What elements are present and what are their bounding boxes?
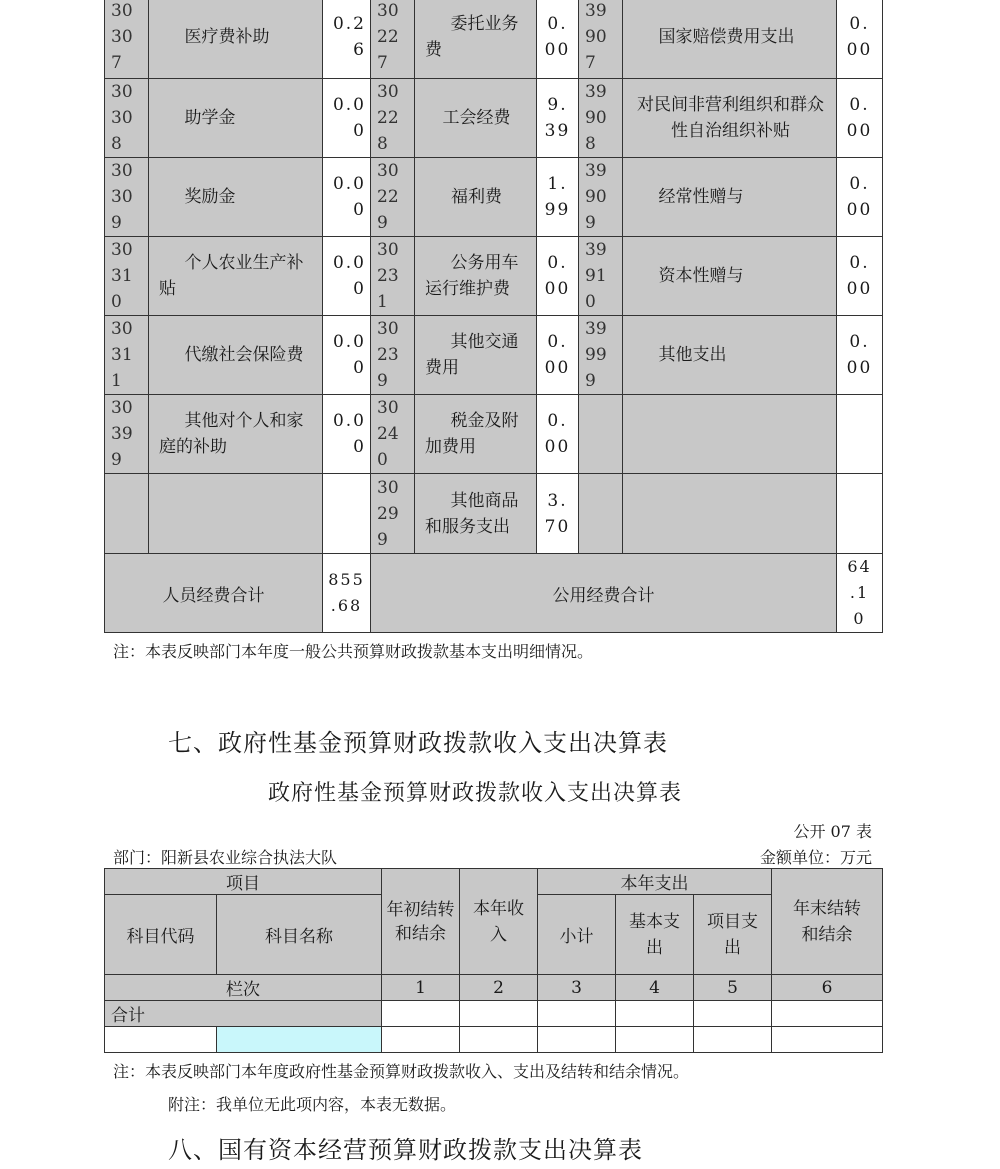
expense-code-personal: 30 39 9 — [105, 395, 149, 474]
expense-name-public: 其他商品和服务支出 — [415, 474, 537, 554]
expense-amount-public: 0. 00 — [537, 237, 579, 316]
header-income: 本年收 入 — [460, 869, 538, 975]
expense-code-public: 30 24 0 — [371, 395, 415, 474]
section8-heading: 八、国有资本经营预算财政拨款支出决算表 — [168, 1136, 643, 1164]
expense-name-other — [623, 395, 837, 474]
expense-name-public: 福利费 — [415, 158, 537, 237]
expense-row — [105, 79, 883, 158]
col-num-1: 1 — [382, 975, 460, 1001]
expense-name-public: 工会经费 — [415, 79, 537, 158]
table-number: 公开 07 表 — [793, 822, 872, 841]
unit-label: 金额单位：万元 — [759, 848, 872, 867]
total-row-label: 合计 — [105, 1001, 382, 1027]
section7-heading: 七、政府性基金预算财政拨款收入支出决算表 — [168, 729, 668, 757]
expense-name-other: 经常性赠与 — [623, 158, 837, 237]
header-closing-balance: 年末结转 和结余 — [772, 869, 883, 975]
expense-amount-public: 3. 70 — [537, 474, 579, 554]
header-subtotal: 小计 — [538, 895, 616, 975]
col-num-6: 6 — [772, 975, 883, 1001]
expense-row — [105, 395, 883, 474]
expense-amount-personal: 0.0 0 — [323, 237, 371, 316]
expense-amount-public: 1. 99 — [537, 158, 579, 237]
expense-amount-other: 0. 00 — [837, 237, 883, 316]
expense-name-personal: 奖励金 — [149, 158, 323, 237]
expense-amount-personal: 0.0 0 — [323, 395, 371, 474]
header-expense: 本年支出 — [538, 869, 772, 895]
total-cell — [382, 1001, 460, 1027]
header-name: 科目名称 — [217, 895, 382, 975]
personnel-total-value: 855 .68 — [323, 554, 371, 633]
empty-cell — [616, 1027, 694, 1053]
fund-table-note: 注：本表反映部门本年度政府性基金预算财政拨款收入、支出及结转和结余情况。 — [113, 1062, 690, 1081]
total-cell — [616, 1001, 694, 1027]
department-label: 部门：阳新县农业综合执法大队 — [113, 848, 338, 867]
expense-code-other — [579, 474, 623, 554]
empty-code-cell — [105, 1027, 217, 1053]
expense-amount-other: 0. 00 — [837, 158, 883, 237]
expense-row — [105, 474, 883, 554]
expense-code-personal: 30 30 9 — [105, 158, 149, 237]
expense-amount-other: 0. 00 — [837, 316, 883, 395]
expense-name-other: 国家赔偿费用支出 — [623, 0, 837, 79]
expense-code-other: 39 90 7 — [579, 0, 623, 79]
expense-code-public: 30 22 9 — [371, 158, 415, 237]
header-project: 项目 — [105, 869, 382, 895]
expense-code-other: 39 90 8 — [579, 79, 623, 158]
expense-amount-public: 0. 00 — [537, 0, 579, 79]
public-total-value: 64 .1 0 — [837, 554, 883, 633]
expense-name-public: 其他交通费用 — [415, 316, 537, 395]
expense-amount-public: 0. 00 — [537, 316, 579, 395]
expense-code-other: 39 99 9 — [579, 316, 623, 395]
col-num-2: 2 — [460, 975, 538, 1001]
expense-amount-personal: 0.0 0 — [323, 316, 371, 395]
expense-code-personal: 30 30 8 — [105, 79, 149, 158]
expense-code-other: 39 90 9 — [579, 158, 623, 237]
expense-row — [105, 237, 883, 316]
header-code: 科目代码 — [105, 895, 217, 975]
total-cell — [538, 1001, 616, 1027]
empty-cell — [772, 1027, 883, 1053]
expense-name-public: 委托业务 费 — [415, 0, 537, 79]
expense-name-other: 对民间非营利组织和群众性自治组织补贴 — [623, 79, 837, 158]
expense-name-other: 资本性赠与 — [623, 237, 837, 316]
expense-amount-other: 0. 00 — [837, 79, 883, 158]
expense-code-other: 39 91 0 — [579, 237, 623, 316]
column-label: 栏次 — [105, 975, 382, 1001]
expense-name-other — [623, 474, 837, 554]
expense-amount-personal: 0.0 0 — [323, 79, 371, 158]
expense-row — [105, 0, 883, 79]
expense-amount-other — [837, 474, 883, 554]
empty-cell — [538, 1027, 616, 1053]
expense-name-personal: 其他对个人和家庭的补助 — [149, 395, 323, 474]
empty-cell — [460, 1027, 538, 1053]
empty-cell — [382, 1027, 460, 1053]
empty-cell — [694, 1027, 772, 1053]
empty-name-cell — [217, 1027, 382, 1053]
expense-code-public: 30 22 8 — [371, 79, 415, 158]
header-opening-balance: 年初结转 和结余 — [382, 869, 460, 975]
fund-budget-table — [104, 868, 883, 1053]
col-num-3: 3 — [538, 975, 616, 1001]
totals-row — [105, 554, 883, 633]
expense-detail-body — [105, 0, 883, 633]
expense-code-personal: 30 31 1 — [105, 316, 149, 395]
expense-name-personal: 代缴社会保险费 — [149, 316, 323, 395]
expense-amount-personal: 0.2 6 — [323, 0, 371, 79]
expense-name-other: 其他支出 — [623, 316, 837, 395]
expense-name-personal: 医疗费补助 — [149, 0, 323, 79]
expense-name-personal: 个人农业生产补贴 — [149, 237, 323, 316]
total-cell — [772, 1001, 883, 1027]
expense-amount-public: 9. 39 — [537, 79, 579, 158]
expense-name-public: 公务用车运行维护费 — [415, 237, 537, 316]
expense-code-public: 30 23 9 — [371, 316, 415, 395]
expense-code-public: 30 23 1 — [371, 237, 415, 316]
expense-code-personal: 30 30 7 — [105, 0, 149, 79]
expense-code-public: 30 29 9 — [371, 474, 415, 554]
expense-amount-public: 0. 00 — [537, 395, 579, 474]
header-project-expense: 项目支 出 — [694, 895, 772, 975]
col-num-5: 5 — [694, 975, 772, 1001]
expense-amount-other — [837, 395, 883, 474]
expense-row — [105, 316, 883, 395]
expense-code-personal: 30 31 0 — [105, 237, 149, 316]
expense-name-public: 税金及附加费用 — [415, 395, 537, 474]
expense-amount-personal: 0.0 0 — [323, 158, 371, 237]
expense-code-personal — [105, 474, 149, 554]
section7-table-title: 政府性基金预算财政拨款收入支出决算表 — [268, 781, 683, 806]
header-basic-expense: 基本支 出 — [616, 895, 694, 975]
total-cell — [460, 1001, 538, 1027]
expense-code-public: 30 22 7 — [371, 0, 415, 79]
expense-name-personal — [149, 474, 323, 554]
col-num-4: 4 — [616, 975, 694, 1001]
total-cell — [694, 1001, 772, 1027]
expense-code-other — [579, 395, 623, 474]
expense-row — [105, 158, 883, 237]
expense-table-note: 注：本表反映部门本年度一般公共预算财政拨款基本支出明细情况。 — [113, 642, 594, 661]
public-total-label: 公用经费合计 — [371, 554, 837, 633]
expense-detail-table — [104, 0, 883, 633]
personnel-total-label: 人员经费合计 — [105, 554, 323, 633]
expense-amount-other: 0. 00 — [837, 0, 883, 79]
appendix-note: 附注：我单位无此项内容，本表无数据。 — [168, 1095, 457, 1114]
expense-amount-personal — [323, 474, 371, 554]
expense-name-personal: 助学金 — [149, 79, 323, 158]
